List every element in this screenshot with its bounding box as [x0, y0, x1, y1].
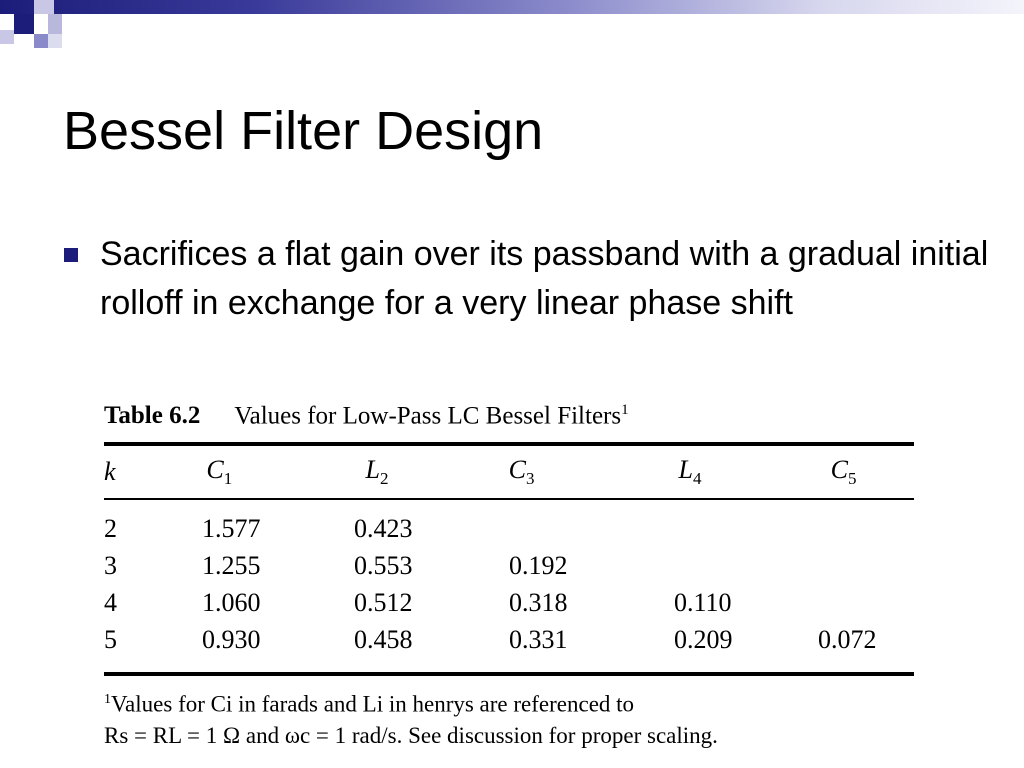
table-caption-footnote-mark: 1 — [621, 402, 629, 418]
col-header-k: k — [104, 457, 116, 487]
col-header-c5: $C_5$ — [830, 455, 857, 489]
footnote-line-2: Rs = RL = 1 Ω and ωc = 1 rad/s. See discussion for proper scaling. — [104, 722, 718, 748]
table-cell: 1.060 — [202, 587, 261, 617]
table-cell: 1.577 — [202, 513, 261, 543]
table-caption — [104, 392, 914, 434]
table-cell: 4 — [104, 587, 117, 617]
table-cell: 0.318 — [509, 587, 568, 617]
slide-title: Bessel Filter Design — [63, 101, 544, 161]
table-row — [104, 584, 914, 621]
table-cell: 5 — [104, 624, 117, 654]
table-cell: 0.209 — [674, 624, 733, 654]
table-cell: 0.553 — [354, 550, 413, 580]
table-header-row — [104, 446, 914, 498]
col-header-c1: $C_1$ — [206, 455, 233, 489]
table-cell: 0.930 — [202, 624, 261, 654]
table-grid — [104, 446, 914, 498]
table-cell: 0.110 — [674, 587, 732, 617]
col-header-c3: $C_3$ — [508, 455, 535, 489]
footnote-mark: 1 — [104, 692, 111, 708]
footnote-line-1-text: Values for Ci in farads and Li in henrys are referenced to — [111, 691, 635, 717]
table-footnote — [104, 684, 914, 751]
bessel-values-table — [104, 392, 914, 751]
table-row — [104, 621, 914, 658]
table-body — [104, 510, 914, 658]
table-bottom-rule — [104, 672, 914, 676]
table-cell — [818, 510, 914, 547]
footnote-line-1 — [104, 684, 914, 720]
table-row — [104, 547, 914, 584]
table-cell: 0.458 — [354, 624, 413, 654]
table-cell — [674, 547, 818, 584]
header-gradient-band — [0, 0, 1024, 14]
table-cell — [509, 510, 674, 547]
table-cell — [674, 510, 818, 547]
table-cell: 0.072 — [818, 624, 877, 654]
table-cell: 0.423 — [354, 513, 413, 543]
table-caption-text: Values for Low-Pass LC Bessel Filters — [234, 402, 622, 430]
table-cell: 0.512 — [354, 587, 413, 617]
col-header-l4: $L_4$ — [678, 455, 702, 489]
table-caption-label: Table 6.2 — [104, 402, 201, 430]
table-cell: 0.192 — [509, 550, 568, 580]
table-cell: 0.331 — [509, 624, 568, 654]
table-cell — [818, 584, 914, 621]
table-cell: 2 — [104, 513, 117, 543]
table-cell: 1.255 — [202, 550, 261, 580]
bullet-text: Sacrifices a flat gain over its passband with a gradual initial rolloff in exchange for a very linear phase shift — [100, 235, 989, 322]
col-header-l2: $L_2$ — [365, 455, 389, 489]
bullet-square-icon — [64, 248, 78, 262]
table-cell — [818, 547, 914, 584]
table-cell: 3 — [104, 550, 117, 580]
table-row — [104, 510, 914, 547]
